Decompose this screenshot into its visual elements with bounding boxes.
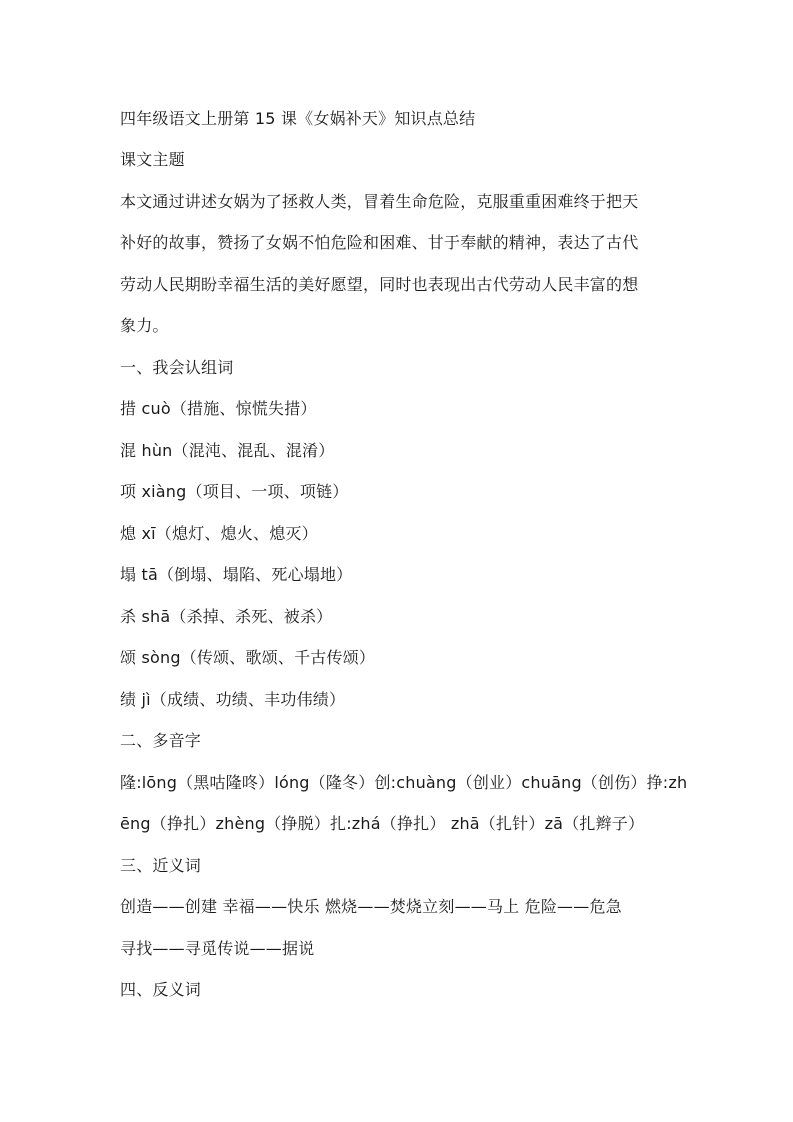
vocab-item: 措 cuò（措施、惊慌失措） bbox=[120, 399, 317, 418]
vocab-item: 绩 jì（成绩、功绩、丰功伟绩） bbox=[120, 690, 346, 709]
vocab-item: 塌 tā（倒塌、塌陷、死心塌地） bbox=[120, 565, 353, 584]
theme-paragraph-line: 补好的故事，赞扬了女娲不怕危险和困难、甘于奉献的精神，表达了古代 bbox=[120, 233, 639, 252]
polyphone-line: 隆:lōng（黑咕隆咚）lóng（隆冬）创:chuàng（创业）chuāng（创伤）挣:zh bbox=[120, 773, 688, 792]
theme-paragraph-line: 象力。 bbox=[120, 316, 169, 335]
theme-heading: 课文主题 bbox=[120, 150, 185, 169]
vocab-item: 混 hùn（混沌、混乱、混淆） bbox=[120, 441, 335, 460]
document-title: 四年级语文上册第 15 课《女娲补天》知识点总结 bbox=[120, 109, 476, 128]
synonym-line: 创造——创建 幸福——快乐 燃烧——焚烧立刻——马上 危险——危急 bbox=[120, 897, 622, 916]
theme-paragraph-line: 本文通过讲述女娲为了拯救人类，冒着生命危险，克服重重困难终于把天 bbox=[120, 192, 639, 211]
vocab-item: 杀 shā（杀掉、杀死、被杀） bbox=[120, 607, 333, 626]
synonym-line: 寻找——寻觅传说——据说 bbox=[120, 939, 315, 958]
section-heading-antonyms: 四、反义词 bbox=[120, 980, 202, 999]
section-heading-vocab: 一、我会认组词 bbox=[120, 358, 234, 377]
vocab-item: 颂 sòng（传颂、歌颂、千古传颂） bbox=[120, 648, 376, 667]
section-heading-polyphone: 二、多音字 bbox=[120, 731, 202, 750]
polyphone-line: ēng（挣扎）zhèng（挣脱）扎:zhá（挣扎） zhā（扎针）zā（扎辫子） bbox=[120, 814, 645, 833]
section-heading-synonyms: 三、近义词 bbox=[120, 856, 202, 875]
theme-paragraph-line: 劳动人民期盼幸福生活的美好愿望，同时也表现出古代劳动人民丰富的想 bbox=[120, 275, 639, 294]
vocab-item: 项 xiàng（项目、一项、项链） bbox=[120, 482, 349, 501]
vocab-item: 熄 xī（熄灯、熄火、熄灭） bbox=[120, 524, 318, 543]
